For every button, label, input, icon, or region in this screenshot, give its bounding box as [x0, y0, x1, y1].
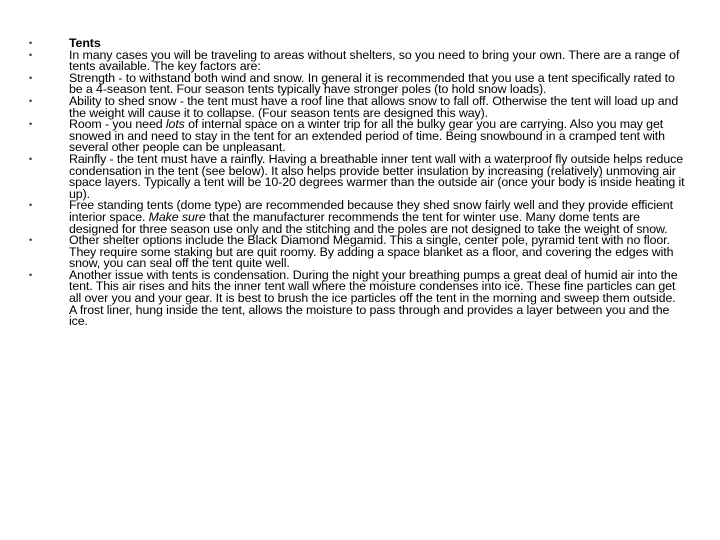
bullet-icon: •: [29, 153, 33, 164]
list-item-free-standing: [29, 200, 685, 235]
item-text: Other shelter options include the Black Diamond Megamid. This a single, center pole, pyramid tent with no floor. They require some staking but are quit roomy. By adding a space blanket as a floor, and covering the edges with snow, you can seal off the tent quite well.: [69, 233, 674, 271]
list-item-other-shelter: [29, 235, 685, 270]
list-item-intro: [29, 47, 685, 74]
intro-text: In many cases you will be traveling to areas without shelters, so you need to bring your own. There are a range of tents available. The key factors are:: [69, 47, 680, 74]
item-text-part: of internal space on a winter trip for all the bulky gear you are carrying. Also you may get snowed in and need to stay in the tent for an extended period of time. Being snowbound in a cramped tent with several other people can be unpleasant.: [69, 117, 665, 155]
bullet-icon: •: [29, 269, 33, 280]
item-text: Ability to shed snow - the tent must have a roof line that allows snow to fall off. Otherwise the tent will load up and the weight will cause it to collapse. (Four season tents are designed this way).: [69, 93, 679, 120]
section-title: Tents: [69, 36, 101, 50]
item-text-part: that the manufacturer recommends the tent for winter use. Many dome tents are designed for three season use only and the stitching and the poles are not designed to take the weight of snow.: [69, 209, 668, 236]
item-text: [69, 200, 685, 235]
bullet-icon: •: [29, 200, 33, 211]
item-text: Another issue with tents is condensation. During the night your breathing pumps a great deal of humid air into the tent. This air rises and hits the inner tent wall where the moisture condenses into ice. These fine particles can get all over you and your gear. It is best to brush the ice particles off the tent in the morning and sweep them outside. A frost liner, hung inside the tent, allows the moisture to pass through and provides a layer between you and the ice.: [69, 267, 678, 329]
list-item-condensation: [29, 267, 685, 329]
bullet-icon: •: [29, 119, 33, 130]
item-text: Rainfly - the tent must have a rainfly. Having a breathable inner tent wall with a waterproof fly outside helps reduce condensation in the tent (see below). It also helps provide better insulation by increasing (relatively) unmoving air space layers. Typically a tent will be 10-20 degrees warmer than the outside air (once your body is inside heating it up).: [69, 151, 685, 201]
emphasis-text: lots: [165, 117, 185, 132]
item-text: [69, 119, 685, 154]
emphasis-text: Make sure: [148, 209, 206, 224]
list-item-room: [29, 119, 685, 154]
item-text-part: Room - you need: [69, 117, 166, 132]
list-item-strength: [29, 70, 685, 97]
bullet-list: [29, 38, 685, 328]
bullet-icon: •: [29, 95, 33, 106]
item-text-part: Free standing tents (dome type) are recommended because they shed snow fairly well and they provide efficient interior space.: [69, 198, 673, 224]
bullet-icon: •: [29, 49, 33, 60]
item-text: Strength - to withstand both wind and snow. In general it is recommended that you use a tent specifically rated to be a 4-season tent. Four season tents typically have stronger poles (to hold snow loads).: [69, 70, 675, 97]
bullet-icon: •: [29, 38, 33, 48]
bullet-icon: •: [29, 235, 33, 246]
list-item-rainfly: [29, 151, 685, 201]
bullet-icon: •: [29, 72, 33, 83]
list-item-shed-snow: [29, 93, 685, 120]
